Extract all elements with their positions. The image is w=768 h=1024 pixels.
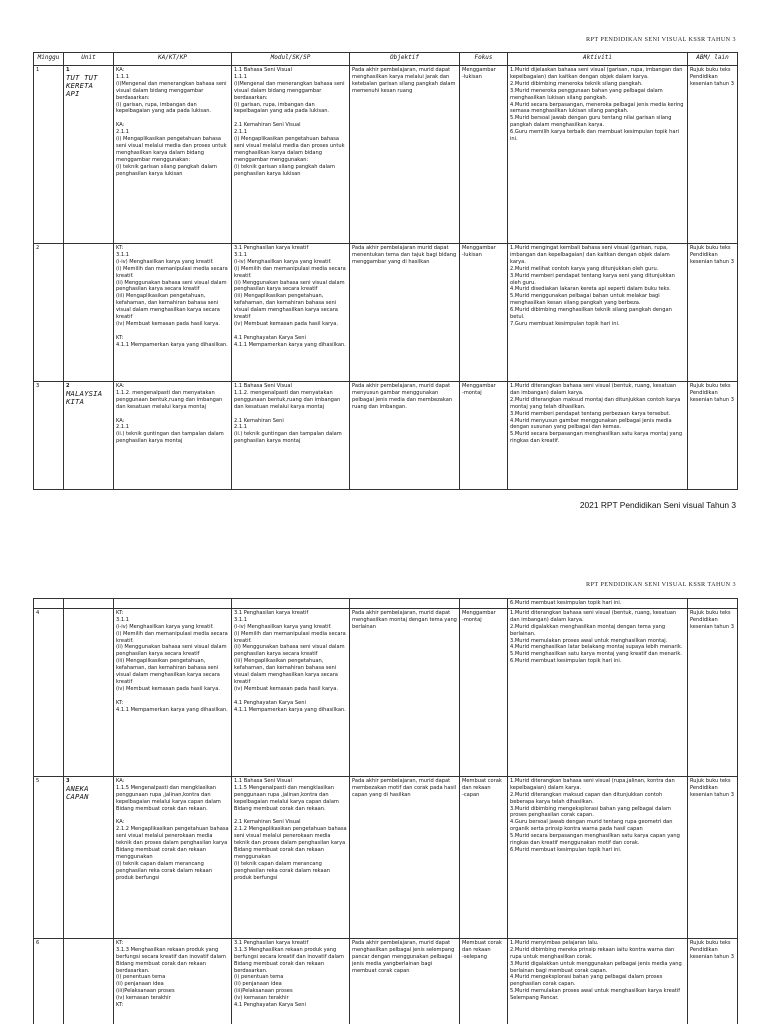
- modul-cell: 1.1 Bahasa Seni Visual 1.1.2. mengenalpasti dan menyatakan penggunaan bentuk,ruang dan imbangan dan kesatuan melalui karya montaj 2.1 Kemahiran Seni 2.1.1 (ii.) teknik guntingan dan tampalan dalam penghasilan karya montaj: [232, 382, 350, 490]
- ka-cell: KA: 1.1.1 (i)Mengenal dan menerangkan bahasa seni visual dalam bidang menggambar berdasarkan: (i) garisan, rupa, imbangan dan kepelbagaian yang ada pada lukisan. KA: 2.1.1 (i) Mengaplikasikan pengetahuan bahasa seni visual melalui media dan proses untuk menghasilkan karya dalam bidang menggambar menggunakan: (i) teknik garisan silang pangkah dalam penghasilan karya lukisan: [114, 66, 232, 244]
- unit-cell: [64, 938, 114, 1024]
- aktiviti-cell: 1.Murid menyimbas pelajaran lalu. 2.Murid dibimbing mereka prinsip rekaan iaitu kontra warna dan rupa untuk menghasilkan corak. 3.Murid digalakkan untuk menggunakan pelbagai jenis media yang berlainan bagi membuat corak capan. 4.Murid mengeksplorasi bahan yang pelbagai dalam proses penghasilan corak capan. 5.Murid memulakan proses awal untuk menghasilkan karya kreatif Selempang Pancar.: [508, 938, 688, 1024]
- modul-cell: 3.1 Penghasilan karya kreatif 3.1.1 (i-iv) Menghasilkan karya yang kreatif. (i) Memilih dan memanipulasi media secara kreatif. (ii) Menggunakan bahasa seni visual dalam penghasilan karya secara kreatif (iii) Mengaplikasikan pengetahuan, kefahaman, dan kemahiran bahasa seni visual dalam menghasilkan karya secara kreatif (iv) Membuat kemasan pada hasil karya. 4.1 Penghayatan Karya Seni 4.1.1 Mempamerkan karya yang dihasilkan.: [232, 608, 350, 776]
- column-header: Unit: [64, 53, 114, 66]
- modul-cell: 3.1 Penghasilan karya kreatif 3.1.1 (i-iv) Menghasilkan karya yang kreatif. (i) Memilih dan memanipulasi media secara kreatif. (ii) Menggunakan bahasa seni visual dalam penghasilan karya secara kreatif (iii) Mengaplikasikan pengetahuan, kefahaman, dan kemahiran bahasa seni visual dalam menghasilkan karya secara kreatif (iv) Membuat kemasan pada hasil karya. 4.1 Penghayatan Karya Seni 4.1.1 Mempamerkan karya yang dihasilkan.: [232, 244, 350, 382]
- ka-cell: KA: 1.1.5 Mengenalpasti dan mengklasikan penggunaan rupa ,jalinan,kontra dan kepelbagaian melalui karya capan dalam Bidang membuat corak dan rekaan. KA: 2.1.2 Mengaplikasikan pengetahuan bahasa seni visual melalui penerokaan media teknik dan proses dalam penghasilan karya Bidang membuat corak dan rekaan menggunakan (i) teknik capan dalam merancang penghasilan reka corak dalam rekaan produk berfungsi: [114, 776, 232, 938]
- column-header: Objektif: [350, 53, 460, 66]
- fokus-cell: Menggambar -lukisan: [460, 66, 508, 244]
- modul-cell: 1.1 Bahasa Seni Visual 1.1.1 (i)Mengenal dan menerangkan bahasa seni visual dalam bidang menggambar berdasarkan: (i) garisan, rupa, imbangan dan kepelbagaian yang ada pada lukisan. 2.1 Kemahiran Seni Visual 2.1.1 (i) Mengaplikasikan pengetahuan bahasa seni visual melalui media dan proses untuk menghasilkan karya dalam bidang menggambar menggunakan: (i) teknik garisan silang pangkah dalam penghasilan karya lukisan: [232, 66, 350, 244]
- fokus-cell: Menggambar -lukisan: [460, 244, 508, 382]
- unit-number: 3: [66, 777, 70, 784]
- aktiviti-cell: 6.Murid membuat kesimpulan topik hari ini.: [508, 599, 688, 609]
- lesson-plan-table: [33, 52, 738, 490]
- unit-title: TUT TUT KERETA API: [66, 72, 98, 98]
- week-cell: 5: [34, 776, 64, 938]
- week-row: [34, 382, 738, 490]
- week-cell: 2: [34, 244, 64, 382]
- objektif-cell: Pada akhir pembelajaran, murid dapat menghasilkan karya melalui jarak dan ketebalan garisan silang pangkah dalam memenuhi kesan ruang: [350, 66, 460, 244]
- column-header: Minggu: [34, 53, 64, 66]
- abm-cell: Rujuk buku teks Pendidikan kesenian tahun 3: [688, 382, 738, 490]
- table-body: [34, 599, 738, 1024]
- objektif-cell: Pada akhir pembelajaran, murid dapat menyusun gambar menggunakan pelbagai jenis media dan membezakan ruang dan imbangan.: [350, 382, 460, 490]
- lesson-plan-table: [33, 598, 738, 1024]
- table-body: [34, 66, 738, 490]
- unit-cell: [64, 608, 114, 776]
- week-row: [34, 244, 738, 382]
- modul-cell: 1.1 Bahasa Seni Visual 1.1.5 Mengenalpasti dan mengklasikan penggunaan rupa ,jalinan,kontra dan kepelbagaian melalui karya capan dalam Bidang membuat corak dan rekaan. 2.1 Kemahiran Seni Visual 2.1.2 Mengaplikasikan pengetahuan bahasa seni visual melalui penerokaan media teknik dan proses dalam penghasilan karya Bidang membuat corak dan rekaan menggunakan (i) teknik capan dalam merancang penghasilan reka corak dalam rekaan produk berfungsi: [232, 776, 350, 938]
- objektif-cell: Pada akhir pembelajaran murid dapat menentukan tema dan tajuk bagi bidang menggambar yang di hasilkan: [350, 244, 460, 382]
- carry-over-row: [34, 599, 738, 609]
- week-cell: 6: [34, 938, 64, 1024]
- week-cell: 1: [34, 66, 64, 244]
- page-footer: 2021 RPT Pendidikan Seni visual Tahun 3: [579, 500, 736, 510]
- unit-cell: [64, 776, 114, 938]
- aktiviti-cell: 1.Murid mengingat kembali bahasa seni visual (garisan, rupa, imbangan dan kepelbagaian) dan kaitkan dengan objek dalam karya. 2.Murid melihat contoh karya yang ditunjukkan oleh guru. 3.Murid memberi pendapat tentang karya seni yang ditunjukkan oleh guru. 4.Murid disediakan lakaran kereta api seperti dalam buku teks. 5.Murid menggunakan pelbagai bahan untuk melakar bagi menghasilkan kesan silang pangkah yang berbeza. 6.Murid dibimbing menghasilkan teknik silang pangkah dengan betul. 7.Guru membuat kesimpulan topik hari ini.: [508, 244, 688, 382]
- week-cell: 4: [34, 608, 64, 776]
- unit-cell: [64, 244, 114, 382]
- unit-number: 2: [66, 383, 70, 389]
- ka-cell: KT: 3.1.1 (i-iv) Menghasilkan karya yang kreatif. (i) Memilih dan memanipulasi media secara kreatif. (ii) Menggunakan bahasa seni visual dalam penghasilan karya secara kreatif (iii) Mengaplikasikan pengetahuan, kefahaman, dan kemahiran bahasa seni visual dalam menghasilkan karya secara kreatif (iv) Membuat kemasan pada hasil karya. KT: 4.1.1 Mempamerkan karya yang dihasilkan.: [114, 244, 232, 382]
- week-row: [34, 776, 738, 938]
- modul-cell: 3.1 Penghasilan karya kreatif 3.1.3 Menghasilkan rekaan produk yang berfungsi secara kreatif dan inovatif dalam Bidang membuat corak dan rekaan berdasarkan. (i) penentuan tema (ii) penjanaan idea (iii)Pelaksanaan proses (iv) kemasan terakhir 4.1 Penghayatan Karya Seni: [232, 938, 350, 1024]
- abm-cell: Rujuk buku teks Pendidikan kesenian tahun 3: [688, 938, 738, 1024]
- page-gap: [0, 530, 768, 576]
- column-header: KA/KT/KP: [114, 53, 232, 66]
- week-row: [34, 608, 738, 776]
- fokus-cell: Membuat corak dan rekaan -capan: [460, 776, 508, 938]
- document-page-2: [0, 576, 768, 1024]
- unit-cell: [64, 382, 114, 490]
- ka-cell: KT: 3.1.1 (i-iv) Menghasilkan karya yang kreatif. (i) Memilih dan memanipulasi media secara kreatif. (ii) Menggunakan bahasa seni visual dalam penghasilan karya secara kreatif (iii) Mengaplikasikan pengetahuan, kefahaman, dan kemahiran bahasa seni visual dalam menghasilkan karya secara kreatif (iv) Membuat kemasan pada hasil karya. KT: 4.1.1 Mempamerkan karya yang dihasilkan.: [114, 608, 232, 776]
- abm-cell: Rujuk buku teks Pendidikan kesenian tahun 3: [688, 66, 738, 244]
- aktiviti-cell: 1.Murid diterangkan bahasa seni visual (bentuk, ruang, kesatuan dan imbangan) dalam karya. 2.Murid digalakkan menghasilkan montaj dengan tema yang berlainan. 3.Murid memulakan proses awal untuk menghasilkan montaj. 4.Murid menghasilkan latar belakang montaj supaya lebih menarik. 5.Murid menghasilkan satu karya montaj yang kreatif dan menarik. 6.Murid membuat kesimpulan topik hari ini.: [508, 608, 688, 776]
- aktiviti-cell: 1.Murid diterangkan bahasa seni visual (rupa,jalinan, kontra dan kepelbagaian) dalam karya. 2.Murid diterangkan maksud capan dan ditunjukkan contoh beberapa karya telah dihasilkan. 3.Murid dibimbing mengeksplorasi bahan yang pelbagai dalam proses penghasilan corak capan. 4.Guru bersoal jawab dengan murid tentang rupa geometri dan organik serta prinsip kontra warna pada hasil capan 5.Murid secara berpasangan menghasilkan satu karya capan yang ringkas dan kreatif menggunakan motif dan corak. 6.Murid membuat kesimpulan topik hari ini.: [508, 776, 688, 938]
- unit-title: ANEKA CAPAN: [66, 783, 89, 801]
- abm-cell: Rujuk buku teks Pendidikan kesenian tahun 3: [688, 608, 738, 776]
- ka-cell: KT: 3.1.3 Menghasilkan rekaan produk yang berfungsi secara kreatif dan inovatif dalam Bidang membuat corak dan rekaan berdasarkan. (i) penentuan tema (ii) penjanaan idea (iii)Pelaksanaan proses (iv) kemasan terakhir KT:: [114, 938, 232, 1024]
- week-row: [34, 66, 738, 244]
- unit-number: 1: [66, 67, 70, 73]
- ka-cell: KA: 1.1.2. mengenalpasti dan menyatakan penggunaan bentuk,ruang dan imbangan dan kesatuan melalui karya montaj KA: 2.1.1 (ii.) teknik guntingan dan tampalan dalam penghasilan karya montaj: [114, 382, 232, 490]
- unit-title: MALAYSIA KITA: [66, 388, 103, 406]
- aktiviti-cell: 1.Murid dijelaskan bahasa seni visual (garisan, rupa, imbangan dan kepelbagaian) dan kaitkan dengan objek dalam karya. 2.Murid dibimbing meneroka teknik silang pangkah. 3.Murid meneroka penggunaan bahan yang pelbagai dalam menghasilkan lukisan silang pangkah. 4.Murid secara berpasangan, meneroka pelbagai jenis media kering semasa menghasilkan lukisan silang pangkah. 5.Murid bersoal jawab dengan guru tentang nilai garisan silang pangkah dalam menghasilkan karya. 6.Guru memilih karya terbaik dan membuat kesimpulan topik hari ini.: [508, 66, 688, 244]
- objektif-cell: Pada akhir pembelajaran, murid dapat menghasilkan pelbagai jenis selempang pancar dengan menggunakan pelbagai jenis media yangberlainan bagi membuat corak capan: [350, 938, 460, 1024]
- fokus-cell: Membuat corak dan rekaan -selepang: [460, 938, 508, 1024]
- week-row: [34, 938, 738, 1024]
- column-header: Fokus: [460, 53, 508, 66]
- page-header: RPT PENDIDIKAN SENI VISUAL KSSR TAHUN 3: [586, 581, 736, 588]
- column-header: ABM/ lain: [688, 53, 738, 66]
- page-header: RPT PENDIDIKAN SENI VISUAL KSSR TAHUN 3: [586, 36, 736, 43]
- abm-cell: Rujuk buku teks Pendidikan kesenian tahun 3: [688, 776, 738, 938]
- week-cell: 3: [34, 382, 64, 490]
- fokus-cell: Menggambar -montaj: [460, 382, 508, 490]
- objektif-cell: Pada akhir pembelajaran, murid dapat membezakan motif dan corak pada hasil capan yang di hasilkan: [350, 776, 460, 938]
- table-header-row: [34, 53, 738, 66]
- unit-cell: [64, 66, 114, 244]
- column-header: Aktiviti: [508, 53, 688, 66]
- objektif-cell: Pada akhir pembelajaran, murid dapat menghasilkan montaj dengan tema yang berlainan: [350, 608, 460, 776]
- fokus-cell: Menggambar -montaj: [460, 608, 508, 776]
- aktiviti-cell: 1.Murid diterangkan bahasa seni visual (bentuk, ruang, kesatuan dan imbangan) dalam karya. 2.Murid diterangkan maksud montaj dan ditunjukkan contoh karya montaj yang telah dihasilkan. 3.Murid memberi pendapat tentang perbezaan karya tersebut. 4.Murid menyusun gambar menggunakan pelbagai jenis media dengan susunan yang pelbagai dan kemas. 5.Murid secara berpasangan menghasilkan satu karya montaj yang ringkas dan kreatif.: [508, 382, 688, 490]
- abm-cell: Rujuk buku teks Pendidikan kesenian tahun 3: [688, 244, 738, 382]
- column-header: Modul/SK/SP: [232, 53, 350, 66]
